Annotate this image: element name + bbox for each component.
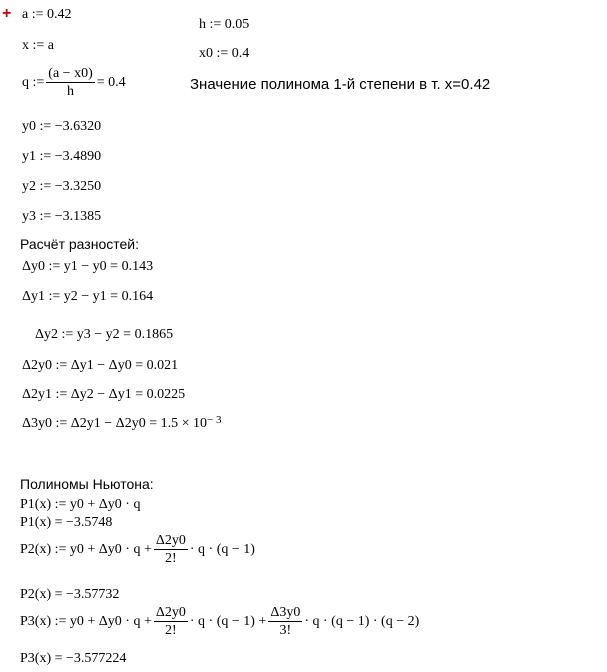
d3y0-definition[interactable] (22, 416, 221, 432)
a-definition[interactable]: a := 0.42 (22, 7, 72, 22)
d2y0-definition[interactable]: Δ2y0 := Δy1 − Δy0 = 0.021 (22, 358, 179, 373)
y0-definition[interactable]: y0 := −3.6320 (22, 119, 102, 134)
q-denominator: h (67, 84, 75, 99)
x0-definition[interactable]: x0 := 0.4 (199, 46, 250, 61)
insertion-cursor-icon: + (2, 5, 12, 22)
p3-lhs: P3(x) := y0 + Δy0 · q + (20, 613, 152, 629)
p3-tail: · q · (q − 1) · (q − 2) (304, 613, 420, 629)
q-fraction (46, 66, 94, 99)
poly1-note[interactable]: Значение полинома 1-й степени в т. x=0.42 (190, 76, 491, 93)
dy0-definition[interactable]: Δy0 := y1 − y0 = 0.143 (22, 259, 154, 274)
p3-denominator-1: 2! (165, 623, 177, 638)
p3-definition[interactable] (20, 605, 419, 638)
d2y1-definition[interactable]: Δ2y1 := Δy2 − Δy1 = 0.0225 (22, 387, 186, 402)
y1-definition[interactable]: y1 := −3.4890 (22, 149, 102, 164)
d3y0-expression: Δ3y0 := Δ2y1 − Δ2y0 = 1.5 × 10 (22, 416, 207, 431)
d3y0-exponent: − 3 (206, 414, 222, 426)
p2-numerator: Δ2y0 (155, 533, 186, 548)
p3-value[interactable]: P3(x) = −3.577224 (20, 651, 127, 666)
p2-lhs: P2(x) := y0 + Δy0 · q + (20, 541, 152, 557)
q-result: = 0.4 (96, 74, 126, 90)
differences-heading[interactable]: Расчёт разностей: (20, 236, 139, 252)
p2-fraction (154, 533, 188, 566)
p2-definition[interactable] (20, 533, 255, 566)
p3-denominator-2: 3! (279, 623, 292, 638)
x-definition[interactable]: x := a (22, 38, 54, 53)
p2-tail: · q · (q − 1) (189, 541, 255, 557)
h-definition[interactable]: h := 0.05 (199, 17, 250, 32)
p3-numerator-1: Δ2y0 (155, 605, 186, 620)
p1-value[interactable]: P1(x) = −3.5748 (20, 515, 113, 530)
q-definition[interactable] (22, 66, 126, 99)
q-numerator: (a − x0) (48, 66, 93, 81)
p1-definition[interactable]: P1(x) := y0 + Δy0 · q (20, 497, 141, 512)
q-lhs: q := (22, 74, 45, 90)
y2-definition[interactable]: y2 := −3.3250 (22, 179, 102, 194)
dy1-definition[interactable]: Δy1 := y2 − y1 = 0.164 (22, 289, 154, 304)
p3-middle: · q · (q − 1) + (189, 613, 267, 629)
newton-heading[interactable]: Полиномы Ньютона: (20, 476, 154, 492)
p3-fraction-2 (268, 605, 302, 638)
p2-value[interactable]: P2(x) = −3.57732 (20, 587, 120, 602)
p3-fraction-1 (154, 605, 188, 638)
p2-denominator: 2! (165, 551, 177, 566)
p3-numerator-2: Δ3y0 (270, 605, 301, 620)
dy2-definition[interactable]: Δy2 := y3 − y2 = 0.1865 (35, 327, 174, 342)
y3-definition[interactable]: y3 := −3.1385 (22, 209, 102, 224)
